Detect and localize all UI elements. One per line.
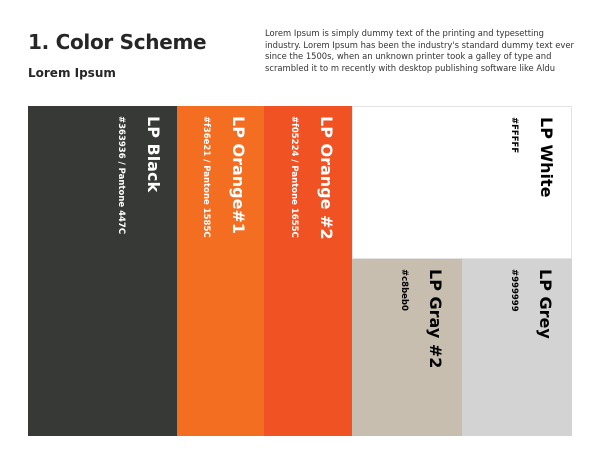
swatch-name: LP Orange#1 xyxy=(229,116,248,235)
swatch-lp-orange-2 xyxy=(264,106,352,436)
swatch-lp-gray-2 xyxy=(352,259,462,436)
swatch-code: #f05224 / Pantone 1655C xyxy=(289,116,299,238)
swatch-name: LP Grey xyxy=(536,269,555,339)
page-title: 1. Color Scheme xyxy=(28,30,207,54)
swatch-name: LP White xyxy=(537,117,556,198)
swatch-code: #FFFFF xyxy=(509,117,519,154)
swatch-code: #363936 / Pantone 447C xyxy=(116,116,126,235)
swatch-lp-white xyxy=(352,106,572,259)
swatch-code: #c8beb0 xyxy=(399,269,409,311)
color-palette xyxy=(28,106,572,436)
swatch-lp-grey xyxy=(462,259,572,436)
swatch-lp-orange-1 xyxy=(177,106,264,436)
swatch-name: LP Black xyxy=(144,116,163,193)
swatch-lp-black xyxy=(28,106,177,436)
page-subtitle: Lorem Ipsum xyxy=(28,66,116,80)
swatch-code: #999999 xyxy=(509,269,519,312)
swatch-code: #f36e21 / Pantone 1585C xyxy=(201,116,211,238)
swatch-name: LP Orange #2 xyxy=(317,116,336,240)
swatch-name: LP Gray #2 xyxy=(426,269,445,369)
description-paragraph: Lorem Ipsum is simply dummy text of the printing and typesetting industry. Lorem Ipsum has been the industry's standard dummy text ever since the 1500s, when an unknown printer took a galley of type and scrambled it to m recently with desktop publishing software like Aldu xyxy=(265,28,574,73)
